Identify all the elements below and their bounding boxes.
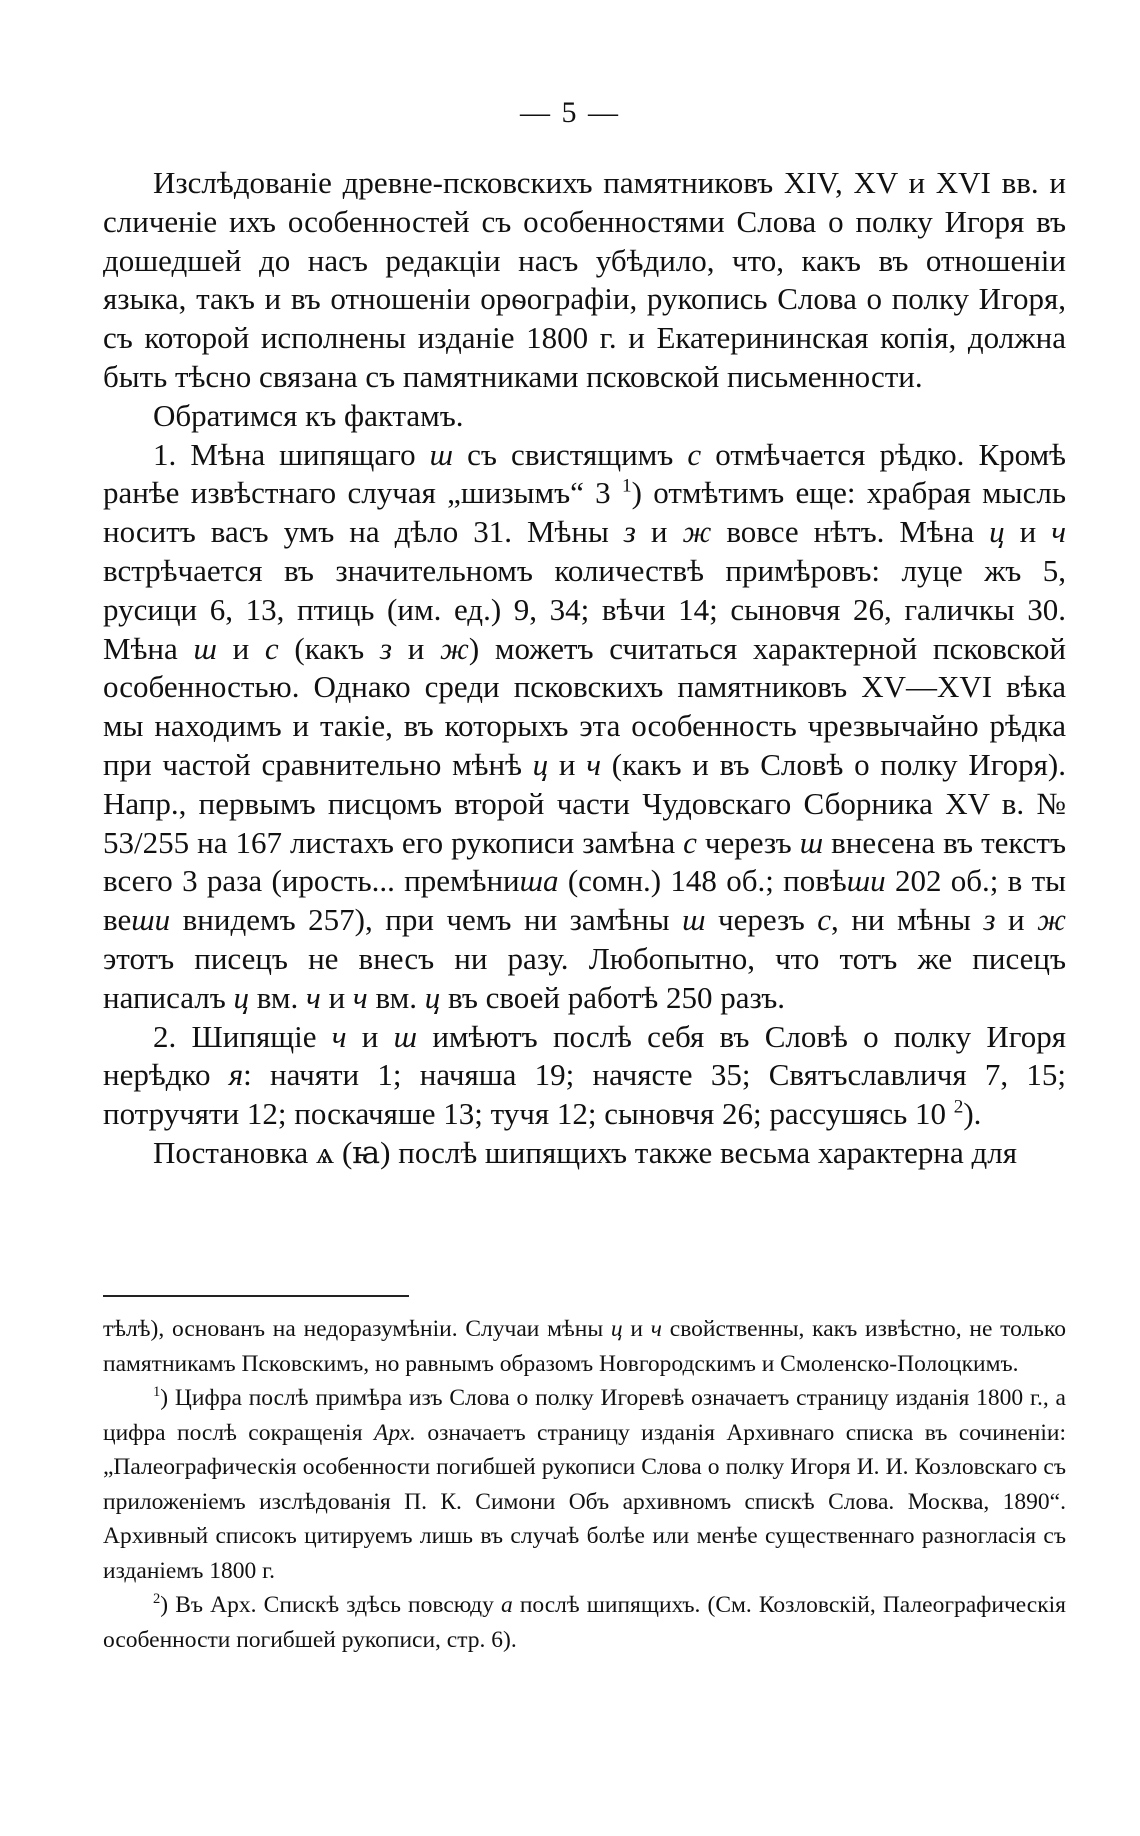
paragraph-continued: Постановка ѧ (ꙗ) послѣ шипящихъ также весьма характерна для: [153, 1134, 1018, 1170]
main-text: [103, 164, 1066, 1173]
footnote-2: $^2$) Въ Арх. Спискѣ здѣсь повсюду а послѣ шипящихъ. (См. Козловскій, Палеографическія особенности погибшей рукописи, стр. 6).: [103, 1591, 1066, 1653]
footnote-divider: [103, 1295, 409, 1297]
footnote-mark-2: 2: [153, 1591, 161, 1608]
footnote-ref-1[interactable]: 1: [622, 476, 632, 498]
paragraph-facts-heading: Обратимся къ фактамъ.: [153, 397, 464, 433]
footnote-ref-2[interactable]: 2: [953, 1096, 964, 1118]
paragraph-point-2: 2. Шипящіе ч и ш имѣютъ послѣ себя въ Словѣ о полку Игоря нерѣдко я: начяти 1; начяша 19; начясте 35; Святъславличя 7, 15; потручяти 12; поскачяше 13; тучя 12; сыновчя 26; рассушясь 10 $^2$).: [103, 1018, 1066, 1132]
page-number: — 5 —: [520, 96, 620, 129]
footnote-continuation: тѣлѣ), основанъ на недоразумѣніи. Случаи мѣны ц и ч свойственны, какъ извѣстно, не только памятникамъ Псковскимъ, но равнымъ образомъ Новгородскимъ и Смоленско-Полоцкимъ.: [103, 1316, 1067, 1377]
paragraph-intro: Изслѣдованіе древне-псковскихъ памятниковъ XIV, XV и XVI вв. и сличеніе ихъ особенностей съ особенностями Слова о полку Игоря въ дошедшей до насъ редакціи насъ убѣдило, что, какъ въ отношеніи языка, такъ и въ отношеніи орѳографіи, рукопись Слова о полку Игоря, съ которой исполнены изданіе 1800 г. и Екатерининская копія, должна быть тѣсно связана съ памятниками псковской письменности.: [103, 165, 1066, 394]
footnotes: [103, 1312, 1066, 1657]
footnote-1: $^1$) Цифра послѣ примѣра изъ Слова о полку Игоревѣ означаетъ страницу изданія 1800 г., а цифра послѣ сокращенія Арх. означаетъ страницу изданія Архивнаго списка въ сочиненіи: „Палеографическія особенности погибшей рукописи Слова о полку Игоря И. И. Козловскаго съ приложеніемъ изслѣдованія П. К. Симони Объ архивномъ спискѣ Слова. Москва, 1890“. Архивный списокъ цитируемъ лишь въ случаѣ болѣе или менѣе существеннаго разногласія съ изданіемъ 1800 г.: [103, 1384, 1067, 1584]
footnote-mark-1: 1: [153, 1384, 161, 1401]
paragraph-point-1: 1. Мѣна шипящаго ш съ свистящимъ с отмѣчается рѣдко. Кромѣ ранѣе извѣстнаго случая „шизымъ“ 3 $^1$) отмѣтимъ еще: храбрая мысль носитъ васъ умъ на дѣло 31. Мѣны з и ж вовсе нѣтъ. Мѣна ц и ч встрѣчается въ значительномъ количествѣ примѣровъ: луце жъ 5, русици 6, 13, птиць (им. ед.) 9, 34; вѣчи 14; сыновчя 26, галичкы 30. Мѣна ш и с (какъ з и ж) можетъ считаться характерной псковской особенностью. Однако среди псковскихъ памятниковъ XV—XVI вѣка мы находимъ и такіе, въ которыхъ эта особенность чрезвычайно рѣдка при частой сравнительно мѣнѣ ц и ч (какъ и въ Словѣ о полку Игоря). Напр., первымъ писцомъ второй части Чудовскаго Сборника XV в. № 53/255 на 167 листахъ его рукописи замѣна с черезъ ш внесена въ текстъ всего 3 раза (ирость... премѣниша (сомн.) 148 об.; повѣши 202 об.; в ты веши внидемъ 257), при чемъ ни замѣны ш черезъ с, ни мѣны з и ж этотъ писецъ не внесъ ни разу. Любопытно, что тотъ же писецъ написалъ ц вм. ч и ч вм. ц въ своей работѣ 250 разъ.: [103, 436, 1067, 1015]
